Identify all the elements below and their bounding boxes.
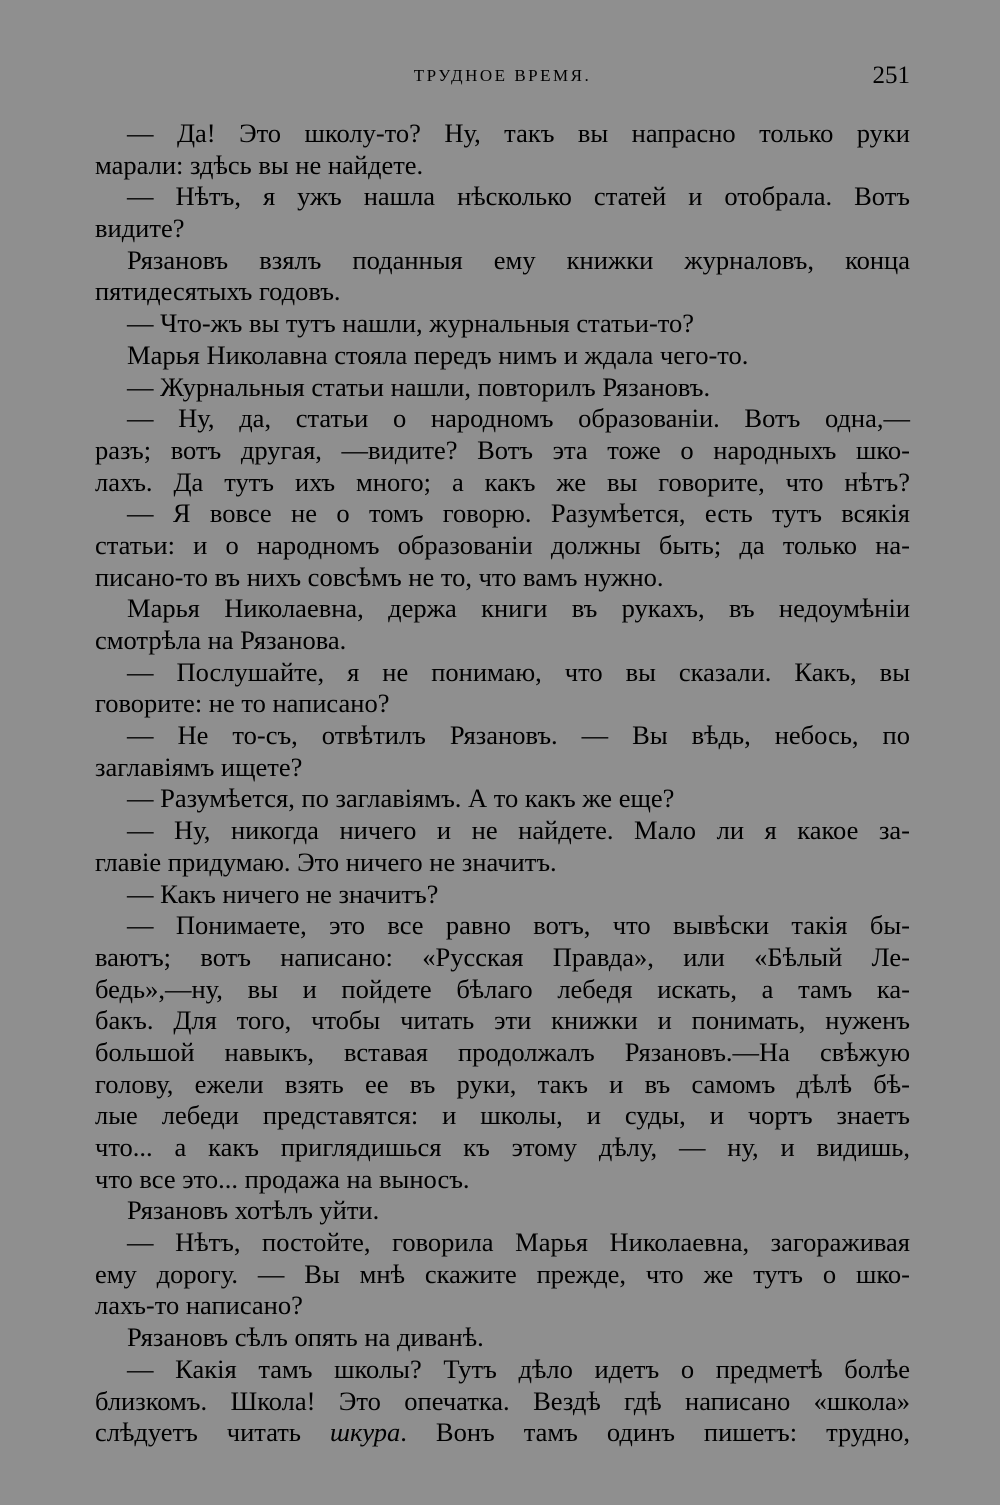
text-line: — Что-жъ вы тутъ нашли, журнальныя статьи-то? [127, 308, 695, 339]
text-line: заглавіямъ ищете? [95, 751, 303, 782]
text-line: что... а какъ приглядишься къ этому дѣлу, — ну, и видишь, [95, 1132, 910, 1162]
text-line: большой навыкъ, вставая продолжалъ Рязановъ.—На свѣжую [95, 1036, 910, 1067]
text-line: Рязановъ хотѣлъ уйти. [127, 1195, 380, 1226]
text-line: — Нѣтъ, постойте, говорила Марья Николаевна, загораживая [127, 1227, 910, 1258]
text-line: пятидесятыхъ годовъ. [95, 276, 341, 307]
text-line: лые лебеди представятся: и школы, и суды, и чортъ знаетъ [95, 1100, 910, 1131]
text-line: — Ну, никогда ничего и не найдете. Мало ли я какое за- [127, 815, 910, 846]
text-line: лахъ. Да тутъ ихъ много; а какъ же вы говорите, что нѣтъ? [95, 466, 910, 497]
text-segment: слѣдуетъ читать [95, 1417, 330, 1448]
text-line: ему дорогу. — Вы мнѣ скажите прежде, что же тутъ о шко- [95, 1258, 910, 1289]
text-line: — Да! Это школу-то? Ну, такъ вы напрасно только руки [127, 118, 910, 148]
page-number: 251 [872, 62, 910, 89]
running-title: ТРУДНОЕ ВРЕМЯ. [413, 66, 592, 85]
text-line: Рязановъ взялъ поданныя ему книжки журналовъ, конца [127, 244, 910, 275]
text-line: говорите: не то написано? [95, 688, 390, 719]
text-line: бедь»,—ну, вы и пойдете бѣлаго лебедя искать, а тамъ ка- [95, 973, 910, 1004]
page-header [95, 62, 910, 96]
text-line: Марья Николаевна, держа книги въ рукахъ, въ недоумѣніи [127, 593, 910, 624]
text-segment: . Вонъ тамъ одинъ пишетъ: трудно, [400, 1417, 910, 1448]
text-line: писано-то въ нихъ совсѣмъ не то, что вамъ нужно. [95, 561, 664, 592]
text-line: Марья Николавна стояла передъ нимъ и ждала чего-то. [127, 339, 749, 370]
text-line: — Нѣтъ, я ужъ нашла нѣсколько статей и отобрала. Вотъ [127, 181, 910, 212]
text-line: голову, ежели взять ее въ руки, такъ и въ самомъ дѣлѣ бѣ- [95, 1068, 910, 1099]
italic-word: шкура [329, 1417, 401, 1448]
text-line: ваютъ; вотъ написано: «Русская Правда», или «Бѣлый Ле- [95, 941, 910, 972]
text-line: — Разумѣется, по заглавіямъ. А то какъ же еще? [127, 783, 675, 814]
text-line: разъ; вотъ другая, —видите? Вотъ эта тоже о народныхъ шко- [95, 434, 910, 465]
text-line: лахъ-то написано? [95, 1290, 303, 1321]
text-line: — Понимаете, это все равно вотъ, что вывѣски такія бы- [127, 910, 910, 941]
text-line: марали: здѣсь вы не найдете. [95, 149, 424, 180]
text-line: смотрѣла на Рязанова. [95, 625, 347, 655]
text-line: — Ну, да, статьи о народномъ образованіи. Вотъ одна,— [127, 403, 910, 434]
text-line: статьи: и о народномъ образованіи должны быть; да только на- [95, 529, 910, 560]
text-line: Рязановъ сѣлъ опять на диванѣ. [127, 1322, 484, 1353]
text-line: — Я вовсе не о томъ говорю. Разумѣется, есть тутъ всякія [127, 498, 910, 529]
text-line: близкомъ. Школа! Это опечатка. Вездѣ гдѣ написано «школа» [95, 1385, 910, 1416]
text-line: — Какія тамъ школы? Тутъ дѣло идетъ о предметѣ болѣе [127, 1353, 910, 1384]
body-text [95, 118, 910, 1449]
text-line: бакъ. Для того, чтобы читать эти книжки и понимать, нуженъ [95, 1005, 910, 1036]
text-line: главіе придумаю. Это ничего не значитъ. [95, 846, 557, 877]
text-line: что все это... продажа на выносъ. [95, 1163, 470, 1194]
text-line: — Не то-съ, отвѣтилъ Рязановъ. — Вы вѣдь, небось, по [127, 720, 910, 751]
text-line: — Послушайте, я не понимаю, что вы сказали. Какъ, вы [127, 656, 910, 687]
text-line: — Какъ ничего не значитъ? [127, 878, 439, 909]
text-line [95, 1417, 910, 1449]
text-line: — Журнальныя статьи нашли, повторилъ Рязановъ. [127, 371, 711, 402]
text-line: видите? [95, 213, 185, 244]
